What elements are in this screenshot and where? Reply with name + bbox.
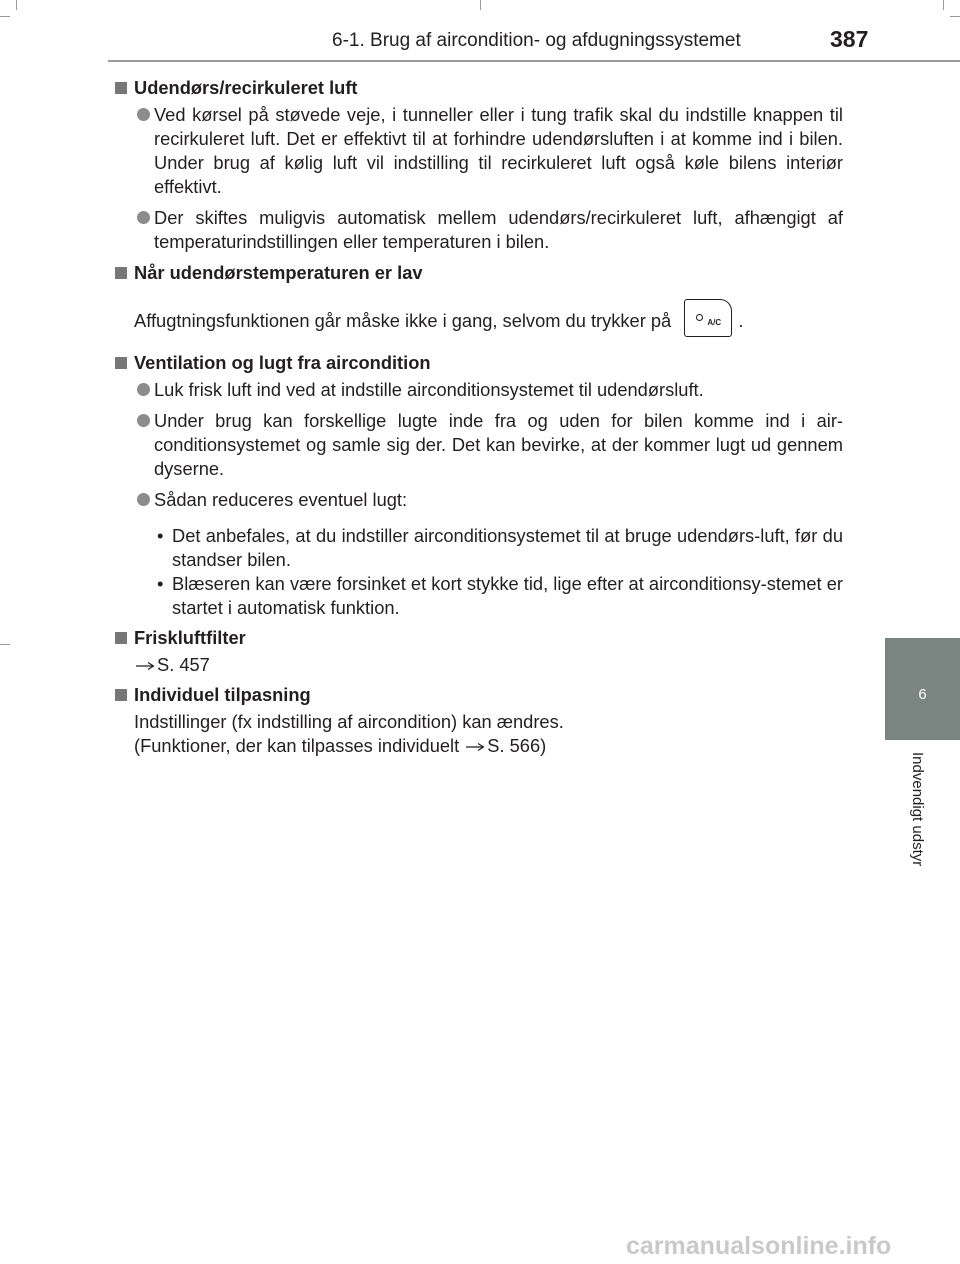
chapter-label-text: Indvendigt udstyr bbox=[909, 752, 926, 867]
ac-button-label: A/C bbox=[707, 318, 722, 327]
crop-mark bbox=[0, 16, 10, 17]
indicator-light-icon bbox=[696, 314, 703, 321]
chapter-label bbox=[908, 752, 928, 912]
header-title: 6-1. Brug af aircondition- og afdugningssystemet bbox=[332, 30, 741, 51]
bullet-item bbox=[115, 103, 843, 199]
page-reference-text: S. 566) bbox=[487, 735, 547, 756]
paragraph bbox=[115, 303, 843, 341]
section-heading bbox=[115, 683, 843, 707]
crop-mark bbox=[0, 644, 10, 645]
watermark: carmanualsonline.info bbox=[626, 1232, 892, 1260]
crop-mark bbox=[16, 0, 17, 10]
crop-mark bbox=[950, 16, 960, 17]
heading-text: Friskluftfilter bbox=[134, 627, 246, 648]
sub-bullet-marker: • bbox=[157, 525, 164, 546]
heading-text: Ventilation og lugt fra aircondition bbox=[134, 352, 431, 373]
crop-mark bbox=[480, 0, 481, 10]
page-reference bbox=[115, 653, 843, 677]
heading-text: Når udendørstemperaturen er lav bbox=[134, 262, 423, 283]
heading-square-icon bbox=[115, 82, 127, 94]
page-number: 387 bbox=[830, 26, 869, 52]
sub-bullet-marker: • bbox=[157, 573, 164, 594]
bullet-item bbox=[115, 378, 843, 402]
section-heading bbox=[115, 351, 843, 375]
section-heading bbox=[115, 76, 843, 100]
bullet-text: Ved kørsel på støvede veje, i tunneller eller i tung trafik skal du indstille knappen til recirkuleret luft. Det er effektivt til at forhindre udendørsluften i at komme ind i bilen. Under brug af kølig luft vil indstilling til recirkuleret luft også køle bilens interiør effektivt. bbox=[154, 104, 843, 197]
bullet-item bbox=[115, 409, 843, 481]
page-content bbox=[115, 76, 843, 758]
heading-text: Individuel tilpasning bbox=[134, 684, 311, 705]
sentence-end: . bbox=[738, 309, 744, 331]
section-heading bbox=[115, 626, 843, 650]
sub-bullet-text: Det anbefales, at du indstiller airconditionsystemet til at bruge udendørs-luft, før du standser bilen. bbox=[172, 525, 843, 570]
bullet-text: Sådan reduceres eventuel lugt: bbox=[154, 489, 408, 510]
bullet-dot-icon bbox=[137, 493, 150, 506]
chapter-tab bbox=[885, 638, 960, 740]
bullet-dot-icon bbox=[137, 414, 150, 427]
sub-bullet-text: Blæseren kan være forsinket et kort stykke tid, lige efter at airconditionsy-stemet er startet i automatisk funktion. bbox=[172, 573, 843, 618]
crop-mark bbox=[943, 0, 944, 10]
bullet-text: Under brug kan forskellige lugte inde fra og uden for bilen komme ind i air-conditionsystemet og samle sig der. Det kan bevirke, at der kommer lugt ud gennem dyserne. bbox=[154, 410, 843, 479]
page-reference-text: S. 457 bbox=[157, 654, 210, 675]
bullet-item bbox=[115, 206, 843, 254]
bullet-item bbox=[115, 488, 843, 512]
paragraph bbox=[115, 710, 843, 758]
bullet-dot-icon bbox=[137, 108, 150, 121]
header-rule bbox=[108, 60, 960, 62]
heading-square-icon bbox=[115, 632, 127, 644]
heading-square-icon bbox=[115, 689, 127, 701]
paragraph-text: Indstillinger (fx indstilling af aircondition) kan ændres. bbox=[134, 711, 564, 732]
arrow-right-icon bbox=[464, 742, 486, 752]
paragraph-text: Affugtningsfunktionen går måske ikke i gang, selvom du trykker på bbox=[134, 309, 672, 331]
bullet-dot-icon bbox=[137, 383, 150, 396]
paragraph-text: (Funktioner, der kan tilpasses individuelt bbox=[134, 735, 460, 756]
heading-square-icon bbox=[115, 357, 127, 369]
paragraph-line bbox=[134, 734, 843, 758]
bullet-text: Der skiftes muligvis automatisk mellem udendørs/recirkuleret luft, afhængigt af temperaturindstillingen eller temperaturen i bilen. bbox=[154, 207, 843, 252]
ac-button-icon bbox=[684, 299, 732, 337]
bullet-dot-icon bbox=[137, 211, 150, 224]
sub-bullet-item bbox=[115, 572, 843, 620]
chapter-number: 6 bbox=[918, 686, 927, 703]
heading-square-icon bbox=[115, 267, 127, 279]
section-heading bbox=[115, 261, 843, 285]
heading-text: Udendørs/recirkuleret luft bbox=[134, 77, 358, 98]
arrow-right-icon bbox=[134, 661, 156, 671]
bullet-text: Luk frisk luft ind ved at indstille airconditionsystemet til udendørsluft. bbox=[154, 379, 704, 400]
sub-bullet-item bbox=[115, 524, 843, 572]
